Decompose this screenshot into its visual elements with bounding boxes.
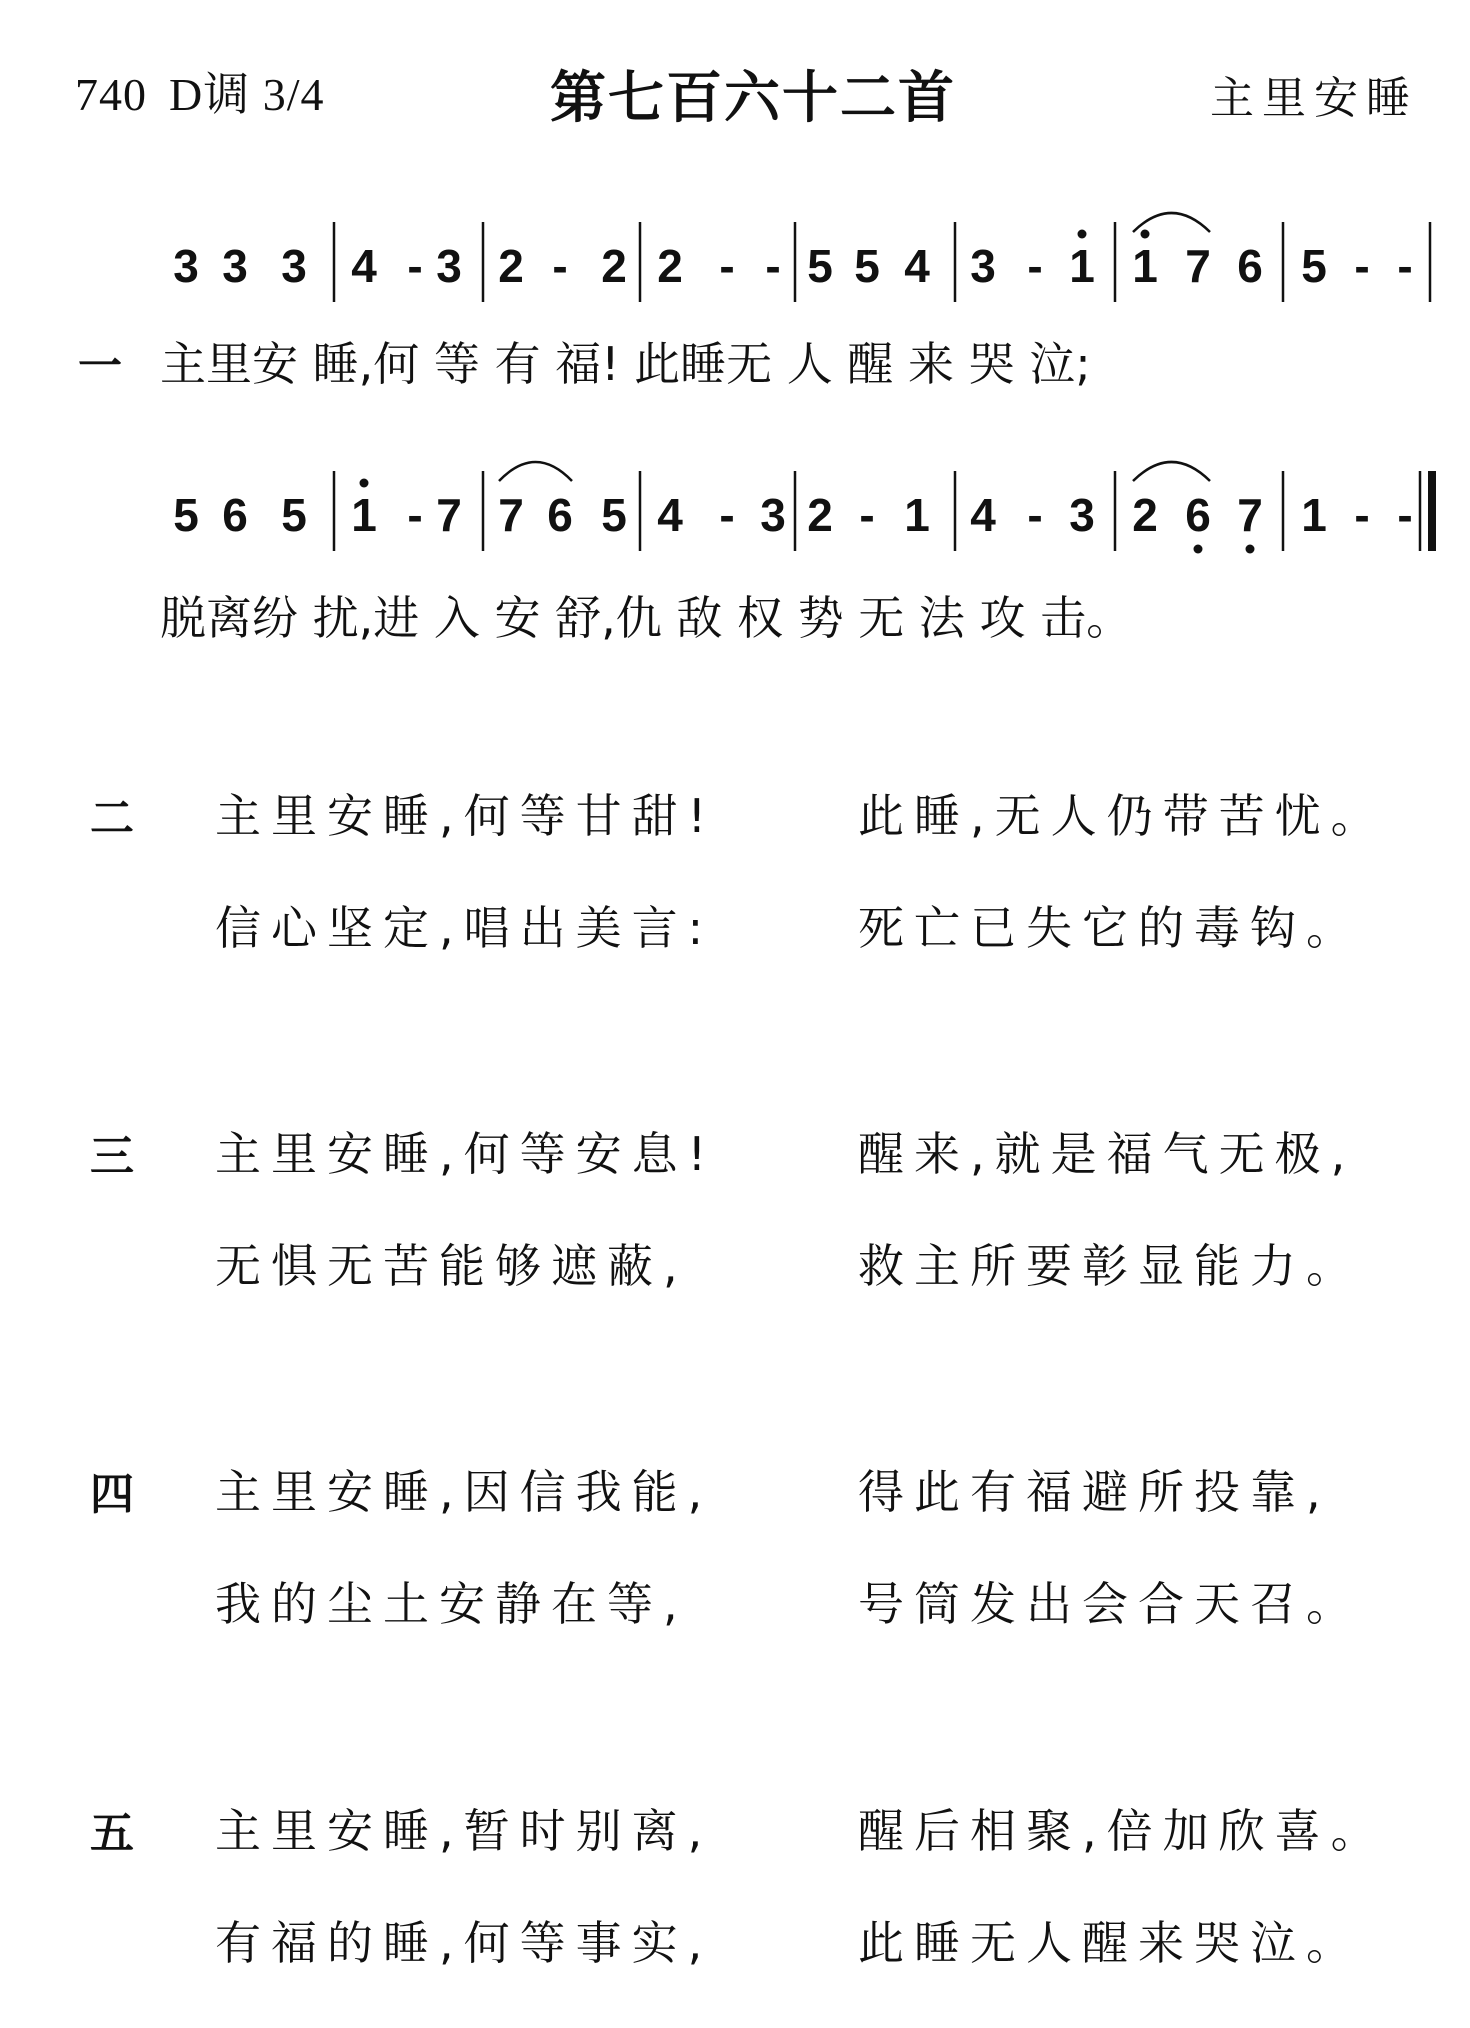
verse-number: 三 xyxy=(90,1131,134,1182)
jianpu-note: 6 xyxy=(222,489,248,541)
octave-dot-high xyxy=(360,479,369,488)
jianpu-note: 2 xyxy=(807,489,833,541)
slur-mark xyxy=(1133,213,1210,232)
jianpu-note: 3 xyxy=(173,240,199,292)
verse-line-1b: 得此有福避所投靠, xyxy=(858,1465,1331,1519)
hymn-number: 740 xyxy=(75,69,147,120)
verse-line-1b: 醒来,就是福气无极, xyxy=(858,1127,1356,1181)
slur-mark xyxy=(1133,462,1210,481)
jianpu-note: - xyxy=(1397,489,1413,541)
verse-line-1b: 此睡,无人仍带苦忧。 xyxy=(858,789,1387,843)
jianpu-note: 2 xyxy=(498,240,524,292)
jianpu-note: - xyxy=(765,240,781,292)
jianpu-note: 5 xyxy=(173,489,199,541)
jianpu-note: - xyxy=(1354,240,1370,292)
verse-line-1a: 主里安睡,何等安息! xyxy=(215,1127,717,1181)
jianpu-note: 5 xyxy=(854,240,880,292)
jianpu-note: - xyxy=(552,240,568,292)
verse1-lyric-line-1: 主里安 睡,何 等 有 福! 此睡无 人 醒 来 哭 泣; xyxy=(160,337,1091,391)
jianpu-note: 2 xyxy=(601,240,627,292)
jianpu-note: 5 xyxy=(281,489,307,541)
verse-line-1a: 主里安睡,何等甘甜! xyxy=(215,789,717,843)
jianpu-note: 3 xyxy=(436,240,462,292)
jianpu-note: 5 xyxy=(601,489,627,541)
jianpu-note: 1 xyxy=(904,489,930,541)
key-time-signature: D调 3/4 xyxy=(169,69,325,120)
jianpu-note: 4 xyxy=(904,240,930,292)
staff-line-2 xyxy=(173,462,1432,554)
jianpu-note: 1 xyxy=(1301,489,1327,541)
staff-line-1 xyxy=(173,213,1430,302)
jianpu-note: 6 xyxy=(1237,240,1263,292)
jianpu-note: - xyxy=(859,489,875,541)
jianpu-note: 4 xyxy=(657,489,683,541)
jianpu-note: 4 xyxy=(351,240,377,292)
verse-number: 二 xyxy=(90,793,134,844)
jianpu-note: 3 xyxy=(281,240,307,292)
jianpu-note: 1 xyxy=(351,489,377,541)
jianpu-note: - xyxy=(1027,489,1043,541)
verse-line-2b: 号筒发出会合天召。 xyxy=(858,1577,1362,1631)
verse-line-1a: 主里安睡,暂时别离, xyxy=(215,1804,713,1858)
jianpu-note: 7 xyxy=(436,489,462,541)
jianpu-note: 4 xyxy=(970,489,996,541)
jianpu-note: - xyxy=(719,489,735,541)
verse-line-2a: 无惧无苦能够遮蔽, xyxy=(215,1239,688,1293)
octave-dot-high xyxy=(1078,230,1087,239)
verse-line-2a: 有福的睡,何等事实, xyxy=(215,1916,713,1970)
verse-line-2a: 信心坚定,唱出美言: xyxy=(215,901,714,955)
jianpu-note: 6 xyxy=(1185,489,1211,541)
jianpu-note: 1 xyxy=(1069,240,1095,292)
jianpu-note: 1 xyxy=(1132,240,1158,292)
verse-line-2a: 我的尘土安静在等, xyxy=(215,1577,688,1631)
hymn-title: 第七百六十二首 xyxy=(550,66,956,131)
jianpu-note: - xyxy=(719,240,735,292)
hymn-subtitle: 主里安睡 xyxy=(1210,73,1418,124)
octave-dot-low xyxy=(1194,545,1203,554)
jianpu-note: 7 xyxy=(1237,489,1263,541)
verse-number: 五 xyxy=(90,1808,134,1859)
verse-line-2b: 此睡无人醒来哭泣。 xyxy=(858,1916,1362,1970)
verse-line-1a: 主里安睡,因信我能, xyxy=(215,1465,713,1519)
verse-number: 四 xyxy=(90,1469,134,1520)
jianpu-note: - xyxy=(407,489,423,541)
jianpu-note: 7 xyxy=(498,489,524,541)
jianpu-note: 3 xyxy=(760,489,786,541)
jianpu-note: 3 xyxy=(970,240,996,292)
verse-number-1: 一 xyxy=(78,341,122,392)
octave-dot-low xyxy=(1246,545,1255,554)
jianpu-note: 5 xyxy=(807,240,833,292)
verse-line-1b: 醒后相聚,倍加欣喜。 xyxy=(858,1804,1387,1858)
octave-dot-high xyxy=(1141,230,1150,239)
verse-line-2b: 救主所要彰显能力。 xyxy=(858,1239,1362,1293)
jianpu-note: 5 xyxy=(1301,240,1327,292)
verse1-lyric-line-2: 脱离纷 扰,进 入 安 舒,仇 敌 权 势 无 法 攻 击。 xyxy=(160,591,1133,645)
verse-line-2b: 死亡已失它的毒钩。 xyxy=(858,901,1362,955)
jianpu-note: 3 xyxy=(1069,489,1095,541)
jianpu-note: - xyxy=(407,240,423,292)
jianpu-note: - xyxy=(1027,240,1043,292)
jianpu-note: 2 xyxy=(1132,489,1158,541)
slur-mark xyxy=(499,462,572,481)
jianpu-note: 3 xyxy=(222,240,248,292)
jianpu-note: - xyxy=(1354,489,1370,541)
jianpu-note: 7 xyxy=(1185,240,1211,292)
jianpu-note: - xyxy=(1397,240,1413,292)
jianpu-note: 6 xyxy=(547,489,573,541)
jianpu-note: 2 xyxy=(657,240,683,292)
